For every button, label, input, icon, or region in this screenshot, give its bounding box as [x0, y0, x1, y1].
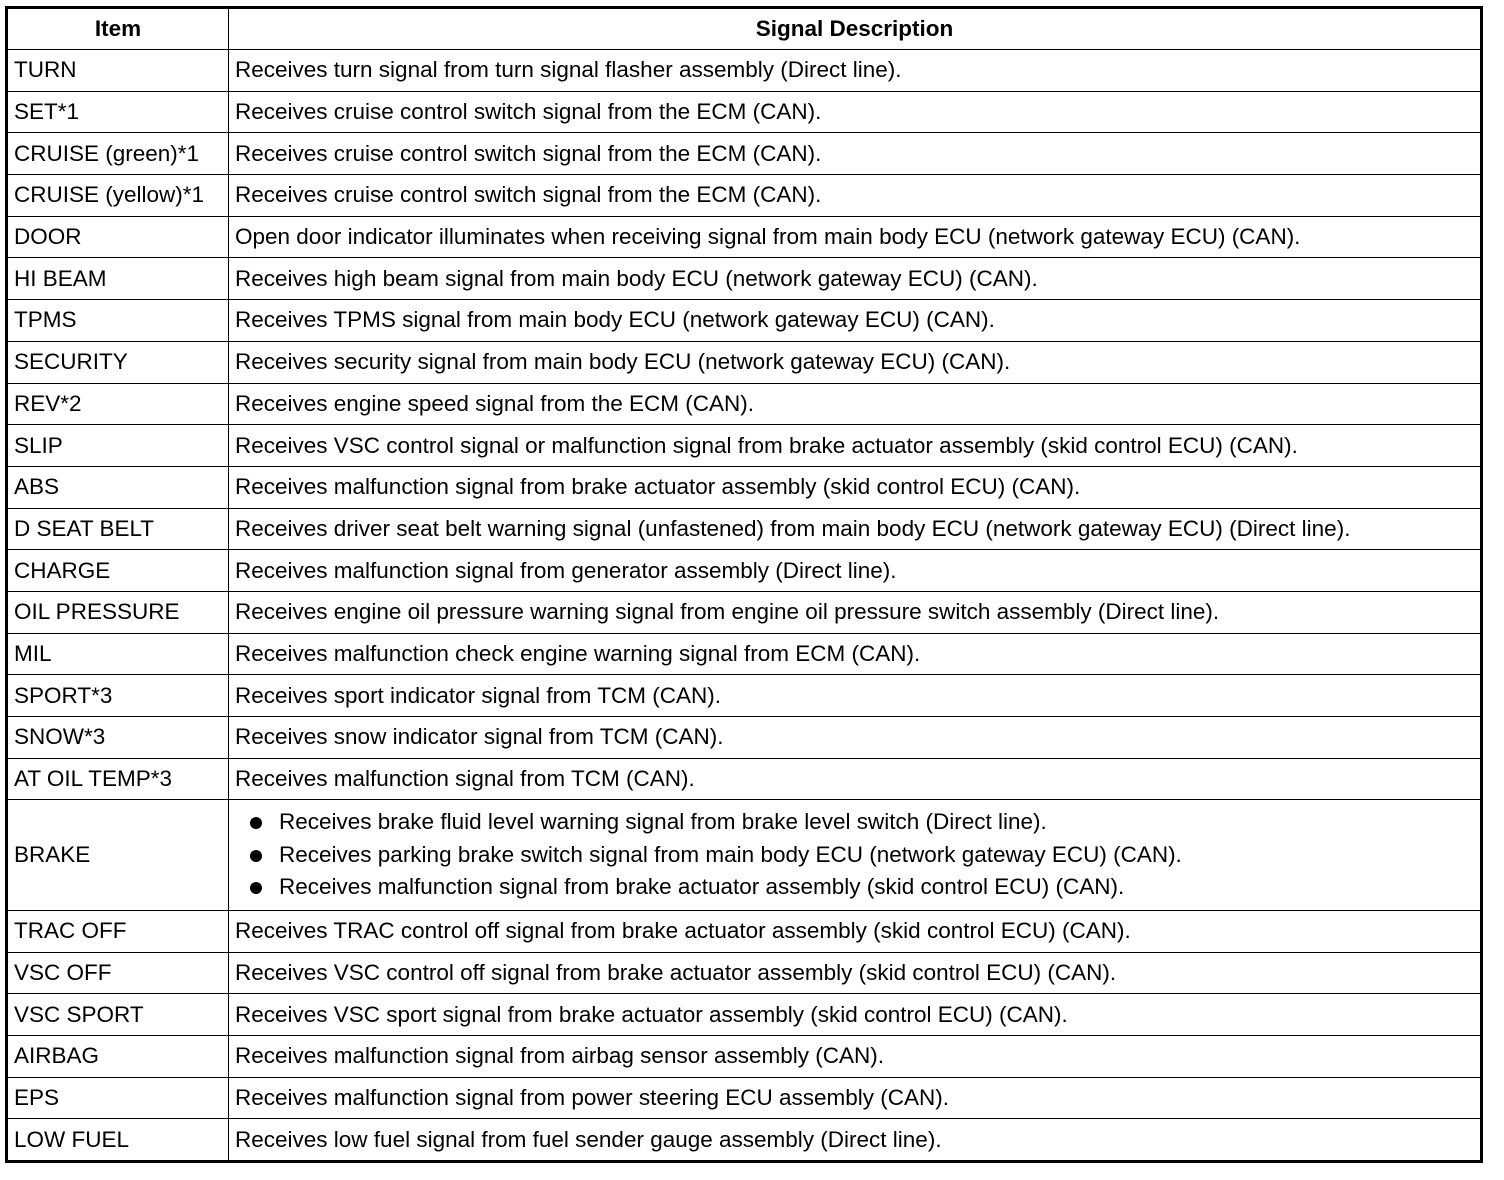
description-cell: Receives engine oil pressure warning signal from engine oil pressure switch assembly (Direct line). — [229, 591, 1482, 633]
table-row — [7, 258, 1482, 300]
table-header — [7, 8, 1482, 50]
item-cell: CRUISE (yellow)*1 — [7, 175, 229, 217]
table-row — [7, 425, 1482, 467]
description-cell: Receives snow indicator signal from TCM (CAN). — [229, 717, 1482, 759]
table-row — [7, 300, 1482, 342]
description-cell: Receives malfunction signal from TCM (CAN). — [229, 758, 1482, 800]
table-row — [7, 466, 1482, 508]
table-row — [7, 175, 1482, 217]
table-row — [7, 383, 1482, 425]
item-cell: SET*1 — [7, 91, 229, 133]
item-cell: HI BEAM — [7, 258, 229, 300]
description-cell: Receives TPMS signal from main body ECU (network gateway ECU) (CAN). — [229, 300, 1482, 342]
bullet-icon — [250, 850, 262, 862]
description-cell: Receives malfunction check engine warning signal from ECM (CAN). — [229, 633, 1482, 675]
item-cell: VSC SPORT — [7, 994, 229, 1036]
description-cell: Receives TRAC control off signal from brake actuator assembly (skid control ECU) (CAN). — [229, 910, 1482, 952]
description-cell: Receives cruise control switch signal from the ECM (CAN). — [229, 133, 1482, 175]
item-cell: SNOW*3 — [7, 717, 229, 759]
item-cell: SECURITY — [7, 341, 229, 383]
table-row — [7, 633, 1482, 675]
table-row — [7, 994, 1482, 1036]
table-row — [7, 1035, 1482, 1077]
description-cell: Receives cruise control switch signal from the ECM (CAN). — [229, 91, 1482, 133]
item-cell: DOOR — [7, 216, 229, 258]
bullet-text: Receives malfunction signal from brake actuator assembly (skid control ECU) (CAN). — [279, 874, 1125, 900]
list-item — [245, 839, 1480, 872]
item-cell: TURN — [7, 50, 229, 92]
header-signal-description: Signal Description — [229, 8, 1482, 50]
item-cell: TPMS — [7, 300, 229, 342]
table-row — [7, 91, 1482, 133]
item-cell: ABS — [7, 466, 229, 508]
table-row — [7, 550, 1482, 592]
table-row — [7, 1077, 1482, 1119]
description-cell: Receives VSC control off signal from brake actuator assembly (skid control ECU) (CAN). — [229, 952, 1482, 994]
header-row — [7, 8, 1482, 50]
item-cell: TRAC OFF — [7, 910, 229, 952]
table-row — [7, 133, 1482, 175]
bullet-text: Receives parking brake switch signal from main body ECU (network gateway ECU) (CAN). — [279, 841, 1182, 867]
item-cell: LOW FUEL — [7, 1119, 229, 1162]
item-cell: AT OIL TEMP*3 — [7, 758, 229, 800]
description-cell: Receives sport indicator signal from TCM (CAN). — [229, 675, 1482, 717]
description-cell: Open door indicator illuminates when receiving signal from main body ECU (network gateway ECU) (CAN). — [229, 216, 1482, 258]
item-cell: EPS — [7, 1077, 229, 1119]
table-row — [7, 800, 1482, 911]
description-cell: Receives malfunction signal from generator assembly (Direct line). — [229, 550, 1482, 592]
table-row — [7, 952, 1482, 994]
description-cell: Receives engine speed signal from the ECM (CAN). — [229, 383, 1482, 425]
table-row — [7, 910, 1482, 952]
table-row — [7, 508, 1482, 550]
item-cell: SPORT*3 — [7, 675, 229, 717]
description-cell: Receives security signal from main body ECU (network gateway ECU) (CAN). — [229, 341, 1482, 383]
item-cell: MIL — [7, 633, 229, 675]
description-cell: Receives VSC sport signal from brake actuator assembly (skid control ECU) (CAN). — [229, 994, 1482, 1036]
description-cell: Receives turn signal from turn signal flasher assembly (Direct line). — [229, 50, 1482, 92]
list-item — [245, 871, 1480, 904]
item-cell: BRAKE — [7, 800, 229, 911]
description-cell: Receives driver seat belt warning signal (unfastened) from main body ECU (network gateway ECU) (Direct line). — [229, 508, 1482, 550]
description-cell: Receives VSC control signal or malfunction signal from brake actuator assembly (skid control ECU) (CAN). — [229, 425, 1482, 467]
table-row — [7, 216, 1482, 258]
description-bullet-list — [229, 800, 1480, 910]
bullet-icon — [250, 882, 262, 894]
item-cell: VSC OFF — [7, 952, 229, 994]
header-item: Item — [7, 8, 229, 50]
item-cell: REV*2 — [7, 383, 229, 425]
item-cell: D SEAT BELT — [7, 508, 229, 550]
item-cell: CHARGE — [7, 550, 229, 592]
item-cell: CRUISE (green)*1 — [7, 133, 229, 175]
table-row — [7, 675, 1482, 717]
item-cell: OIL PRESSURE — [7, 591, 229, 633]
description-cell: Receives malfunction signal from power steering ECU assembly (CAN). — [229, 1077, 1482, 1119]
description-cell: Receives malfunction signal from airbag sensor assembly (CAN). — [229, 1035, 1482, 1077]
table-row — [7, 717, 1482, 759]
list-item — [245, 806, 1480, 839]
description-cell-list — [229, 800, 1482, 911]
table-row — [7, 341, 1482, 383]
description-cell: Receives high beam signal from main body ECU (network gateway ECU) (CAN). — [229, 258, 1482, 300]
bullet-text: Receives brake fluid level warning signal from brake level switch (Direct line). — [279, 809, 1047, 835]
description-cell: Receives low fuel signal from fuel sender gauge assembly (Direct line). — [229, 1119, 1482, 1162]
table-row — [7, 50, 1482, 92]
description-cell: Receives malfunction signal from brake actuator assembly (skid control ECU) (CAN). — [229, 466, 1482, 508]
item-cell: AIRBAG — [7, 1035, 229, 1077]
table-row — [7, 591, 1482, 633]
table-row — [7, 1119, 1482, 1162]
table-body — [7, 50, 1482, 1162]
item-cell: SLIP — [7, 425, 229, 467]
table-row — [7, 758, 1482, 800]
bullet-icon — [250, 817, 262, 829]
description-cell: Receives cruise control switch signal from the ECM (CAN). — [229, 175, 1482, 217]
signal-description-table — [5, 6, 1483, 1163]
